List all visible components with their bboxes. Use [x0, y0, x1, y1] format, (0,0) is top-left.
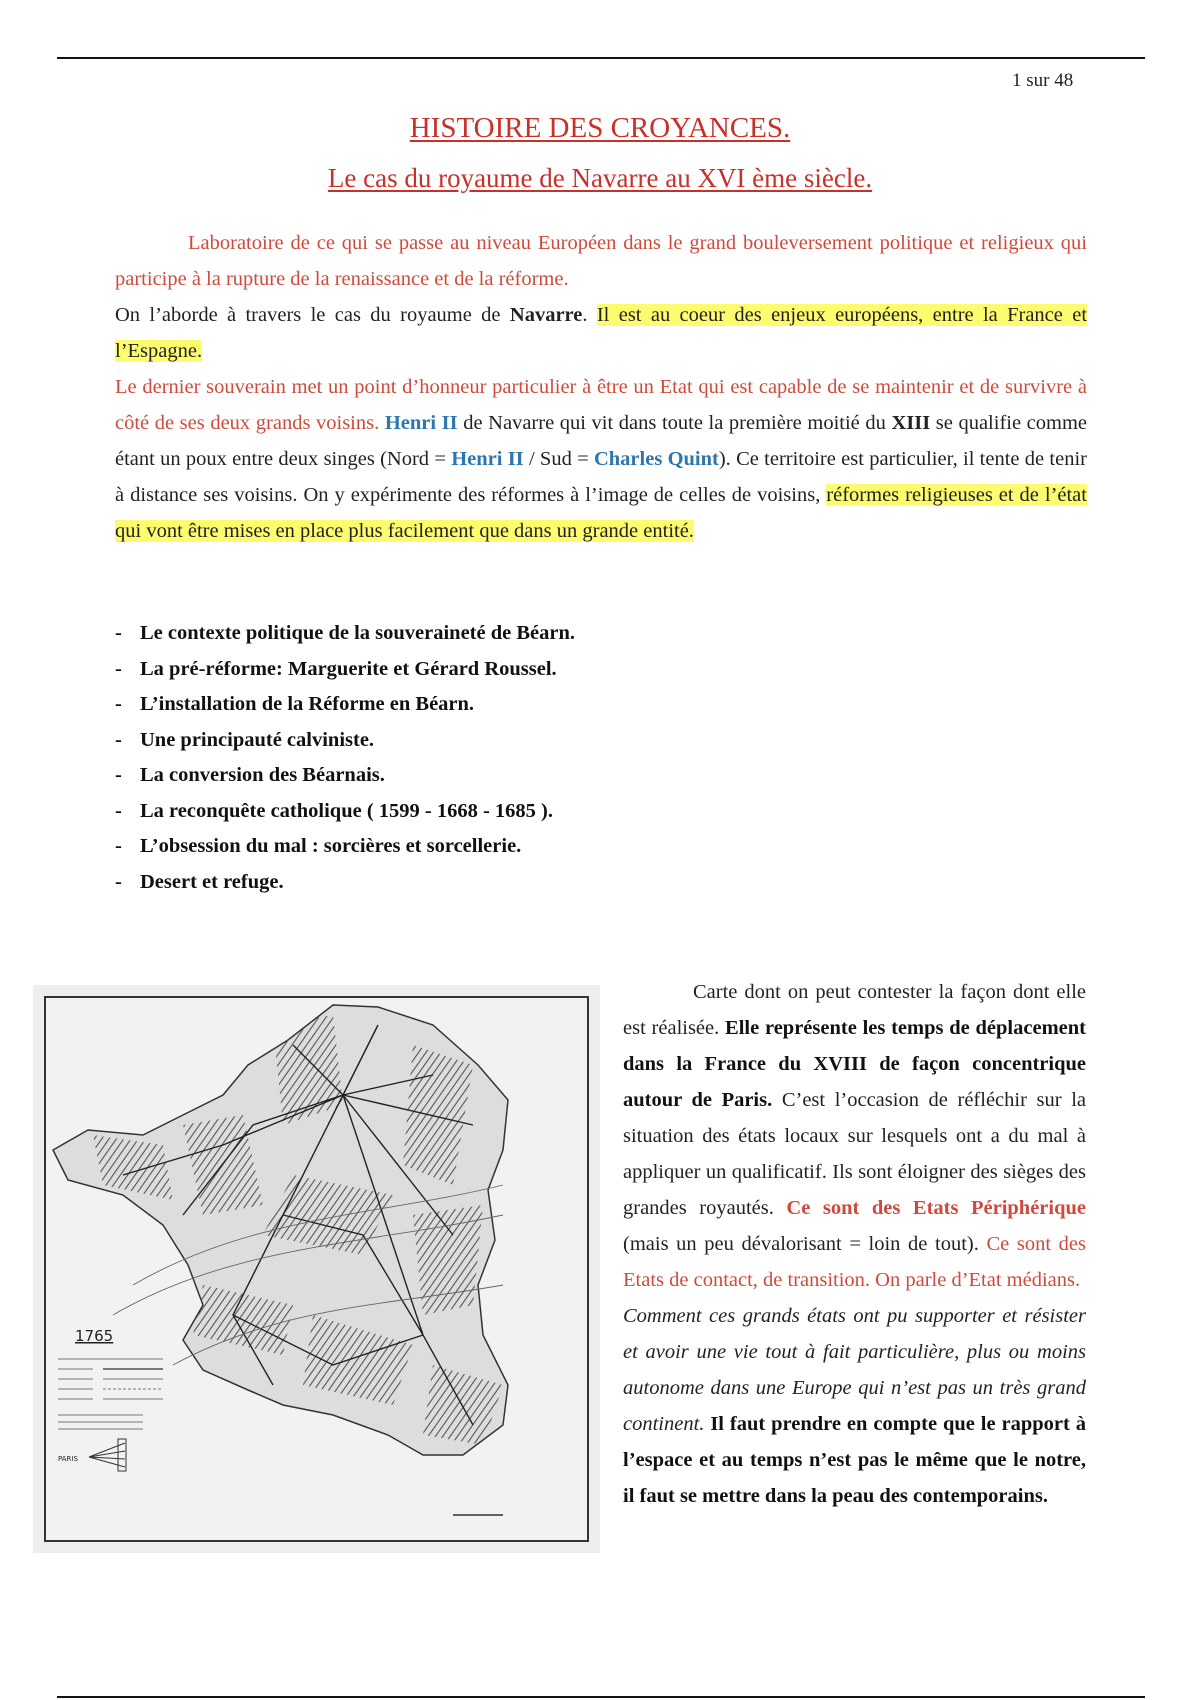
page-number: 1 sur 48 [1012, 70, 1074, 91]
dash-bullet: - [115, 657, 122, 680]
xiii-term: XIII [891, 412, 931, 434]
intro-section [115, 225, 1087, 549]
dash-bullet: - [115, 870, 122, 893]
dash-bullet: - [115, 622, 122, 644]
highlight-enjeux: Il est au coeur des enjeux européens, entre la France et l’Espagne. [115, 304, 1088, 362]
commentary-paragraph-1: Carte dont on peut contester la façon dont elle est réalisée. Elle représente les temps de déplacement dans la France du XVIII de façon concentrique autour de Paris. C’est l’occasion de réfléchir sur la situation des états locaux sur lesquels ont a du mal à appliquer un qualificatif. Ils sont éloigner des sièges des grandes royautés. Ce sont des Etats Périphérique (mais un peu dévalorisant = loin de tout). Ce sont des Etats de contact, de transition. On parle d’Etat médians. [623, 981, 1087, 1291]
map-year-label: 1765 [75, 1327, 114, 1345]
henri-ii-north-term: Henri II [451, 448, 524, 470]
outline-item: - Desert et refuge. [115, 865, 575, 901]
outline-list [115, 616, 575, 900]
outline-item: - L’obsession du mal : sorcières et sorcellerie. [115, 829, 575, 865]
document-title: HISTOIRE DES CROYANCES. [409, 112, 791, 144]
intro-p3-text-c: se qualifie comme étant un poux entre deux singes (Nord = [115, 412, 1087, 470]
dash-bullet: - [115, 799, 122, 822]
outline-item: - Le contexte politique de la souveraineté de Béarn. [115, 616, 575, 652]
intro-p2-dot: . [582, 304, 597, 326]
france-map-illustration [33, 985, 600, 1553]
outline-item: - L’installation de la Réforme en Béarn. [115, 687, 575, 723]
intro-p2-text: On l’aborde à travers le cas du royaume de [115, 304, 510, 326]
charles-quint-term: Charles Quint [593, 448, 719, 470]
intro-paragraph-3 [115, 369, 1087, 549]
intro-p3-red: Le dernier souverain met un point d’honneur particulier à être un Etat qui est capable de se maintenir et de survivre à côté de ses deux grands voisins. [115, 376, 1087, 434]
bottom-rule [57, 1696, 1145, 1698]
commentary-etats-medians: Ce sont des Etats de contact, de transition. On parle d’Etat médians. [623, 1233, 1086, 1291]
map-commentary [623, 974, 1086, 1514]
dash-bullet: - [115, 728, 122, 751]
outline-item: - La pré-réforme: Marguerite et Gérard Roussel. [115, 652, 575, 688]
henri-ii-term: Henri II [384, 412, 458, 434]
intro-paragraph-1: Laboratoire de ce qui se passe au niveau Européen dans le grand bouleversement politique et religieux qui participe à la rupture de la renaissance et de la réforme. [115, 232, 1087, 290]
outline-item: - Une principauté calviniste. [115, 723, 575, 759]
intro-p3-text-d: / Sud = [523, 448, 594, 470]
commentary-etats-peripherique: Ce sont des Etats Périphérique [786, 1197, 1087, 1219]
top-rule [57, 57, 1145, 59]
dash-bullet: - [115, 835, 122, 857]
dash-bullet: - [115, 693, 122, 715]
highlight-reformes: réformes religieuses et de l’état qui vont être mises en place plus facilement que dans un grande entité. [115, 484, 1087, 542]
commentary-bold-conclusion: Il faut prendre en compte que le rapport à l’espace et au temps n’est pas le même que le notre, il faut se mettre dans la peau des contemporains. [623, 1413, 1086, 1507]
outline-item: - La conversion des Béarnais. [115, 758, 575, 794]
intro-p3-text-e: ). Ce territoire est particulier, il tente de tenir à distance ses voisins. On y expérimente des réformes à l’image de celles de voisins, [115, 448, 1087, 506]
outline-item: - La reconquête catholique ( 1599 - 1668 - 1685 ). [115, 794, 575, 830]
map-paris-legend: PARIS [58, 1455, 78, 1463]
commentary-bold-map: Elle représente les temps de déplacement dans la France du XVIII de façon concentrique autour de Paris. [623, 1017, 1086, 1111]
intro-p3-text-b: de Navarre qui vit dans toute la première moitié du [457, 412, 892, 434]
commentary-paragraph-2 [623, 1298, 1086, 1514]
commentary-italic-question: Comment ces grands états ont pu supporter et résister et avoir une vie tout à fait particulière, plus ou moins autonome dans une Europe qui n’est pas un très grand continent. [623, 1305, 1086, 1435]
navarre-term: Navarre [509, 304, 583, 326]
travel-time-map [33, 985, 600, 1553]
document-subtitle: Le cas du royaume de Navarre au XVI ème siècle. [327, 163, 873, 193]
dash-bullet: - [115, 764, 122, 786]
intro-paragraph-2 [115, 297, 1087, 369]
